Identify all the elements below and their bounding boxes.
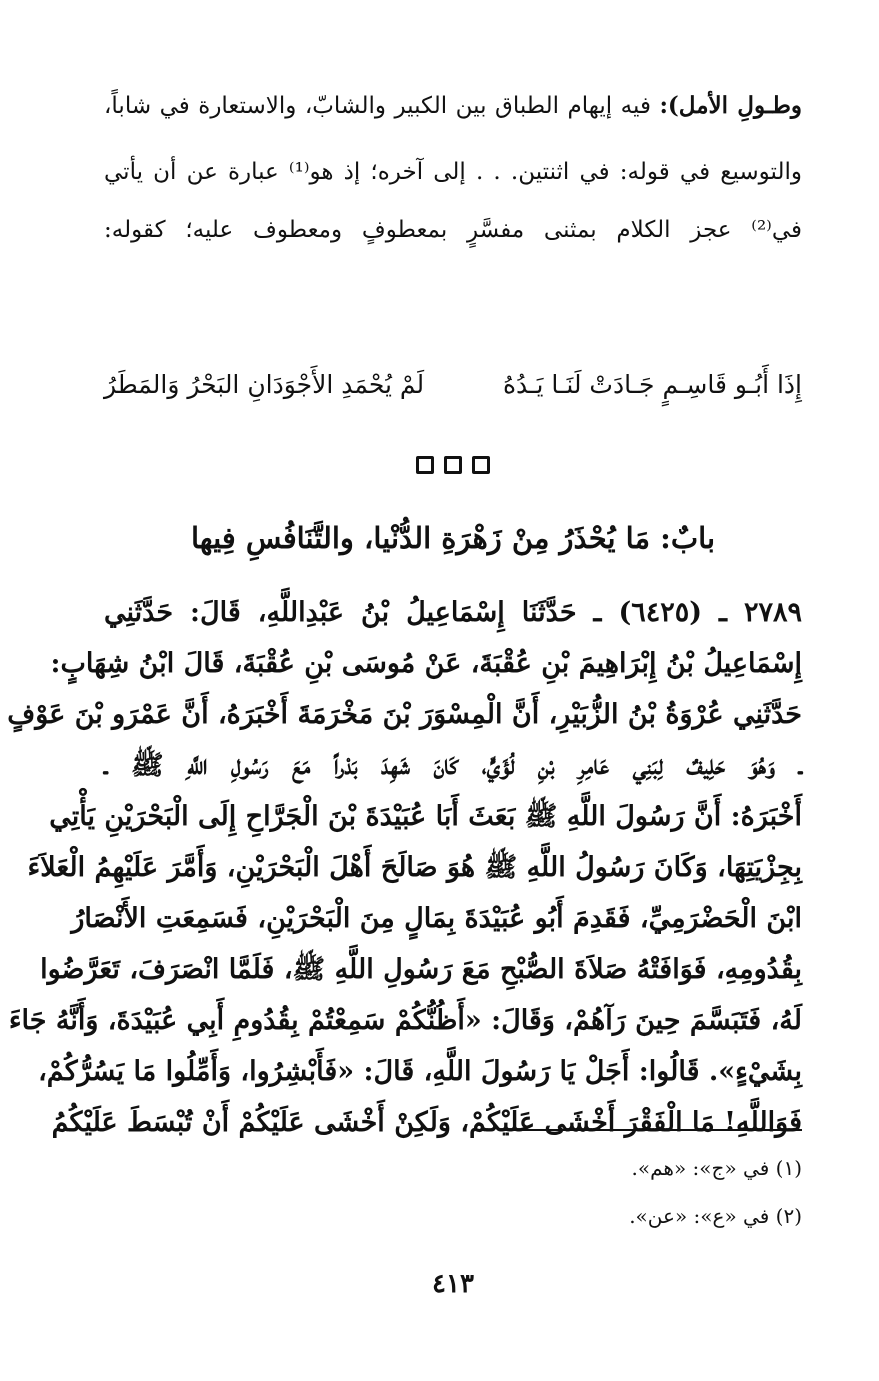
footnote-2: (٢) في «ع»: «عن». [629, 1204, 802, 1228]
book-page [7, 86, 803, 1366]
separator-square-icon [444, 456, 462, 474]
commentary-heading: وطـولِ الأمل): [659, 92, 802, 119]
commentary-line-2: والتوسيع في قوله: في اثنتين. . . إلى آخره؛ إذ هو⁽¹⁾ عبارة عن أن يأتي [104, 159, 803, 185]
footnote-1: (١) في «ج»: «هم». [631, 1156, 802, 1180]
hadith-line: فَوَاللَّهِ! مَا الْفَقْرَ أَخْشَى عَلَيْكُمْ، وَلَكِنْ أَخْشَى عَلَيْكُمْ أَنْ تُبْسَطَ عَلَيْكُمُ [51, 1107, 802, 1138]
hadith-line: بِجِزْيَتِهَا، وَكَانَ رَسُولُ اللَّهِ ﷺ هُوَ صَالَحَ أَهْلَ الْبَحْرَيْنِ، وَأَمَّرَ عَلَيْهِمُ الْعَلاَءَ [27, 852, 802, 883]
commentary-line-3: في⁽²⁾ عجز الكلام بمثنى مفسَّرٍ بمعطوفٍ ومعطوف عليه؛ كقوله: [104, 217, 802, 243]
separator-square-icon [472, 456, 490, 474]
hadith-line: أَخْبَرَهُ: أَنَّ رَسُولَ اللَّهِ ﷺ بَعَثَ أَبَا عُبَيْدَةَ بْنَ الْجَرَّاحِ إِلَى الْبَحْرَيْنِ يَأْتِي [49, 801, 802, 832]
separator-square-icon [416, 456, 434, 474]
poetry-verse [104, 360, 802, 410]
chapter-title: بابٌ: مَا يُحْذَرُ مِنْ زَهْرَةِ الدُّنْيا، والتَّنَافُسِ فِيها [190, 521, 716, 555]
page-number: ٤١٣ [432, 1269, 474, 1299]
section-separator [104, 452, 802, 482]
hadith-line: لَهُ، فَتَبَسَّمَ حِينَ رَآهُمْ، وَقَالَ: «أَظُنُّكُمْ سَمِعْتُمْ بِقُدُومِ أَبِي عُبَيْدَةَ، وَأَنَّهُ جَاءَ [8, 1005, 802, 1036]
verse-first-hemistich: إِذَا أَبُـو قَاسِـمٍ جَـادَتْ لَنَـا يَـدُهُ [502, 370, 802, 399]
hadith-line: حَدَّثَنِي عُرْوَةُ بْنُ الزُّبَيْرِ، أَنَّ الْمِسْوَرَ بْنَ مَخْرَمَةَ أَخْبَرَهُ، أَنَّ عَمْرَو بْنَ عَوْفٍ [7, 699, 802, 730]
hadith-line: ٢٧٨٩ ـ (٦٤٢٥) ـ حَدَّثَنَا إِسْمَاعِيلُ بْنُ عَبْدِاللَّهِ، قَالَ: حَدَّثَنِي [104, 597, 802, 628]
hadith-line: بِقُدُومِهِ، فَوَافَتْهُ صَلاَةَ الصُّبْحِ مَعَ رَسُولِ اللَّهِ ﷺ، فَلَمَّا انْصَرَفَ، تَعَرَّضُوا [40, 954, 802, 985]
hadith-line: ابْنَ الْحَضْرَمِيِّ، فَقَدِمَ أَبُو عُبَيْدَةَ بِمَالٍ مِنَ الْبَحْرَيْنِ، فَسَمِعَتِ الأَنْصَارُ [71, 903, 802, 934]
commentary-text: فيه إيهام الطباق بين الكبير والشابّ، والاستعارة في شاباً، [104, 93, 651, 119]
hadith-line: بِشَيْءٍ». قَالُوا: أَجَلْ يَا رَسُولَ اللَّهِ، قَالَ: «فَأَبْشِرُوا، وَأَمِّلُوا مَا يَسُرُّكُمْ، [38, 1056, 802, 1087]
verse-second-hemistich: لَمْ يُحْمَدِ الأَجْوَدَانِ البَحْرُ وَالمَطَرُ [104, 370, 425, 399]
hadith-line: إِسْمَاعِيلُ بْنُ إِبْرَاهِيمَ بْنِ عُقْبَةَ، عَنْ مُوسَى بْنِ عُقْبَةَ، قَالَ ابْنُ شِهَابٍ: [50, 648, 802, 679]
commentary-line-1 [104, 86, 802, 126]
footnote-divider [500, 1129, 802, 1131]
hadith-line: ـ وَهُوَ حَلِيفٌ لِبَنِي عَامِرِ بْنِ لُؤَيٍّ، كَانَ شَهِدَ بَدْراً مَعَ رَسُولِ اللَّهِ ﷺ ـ [104, 750, 802, 781]
